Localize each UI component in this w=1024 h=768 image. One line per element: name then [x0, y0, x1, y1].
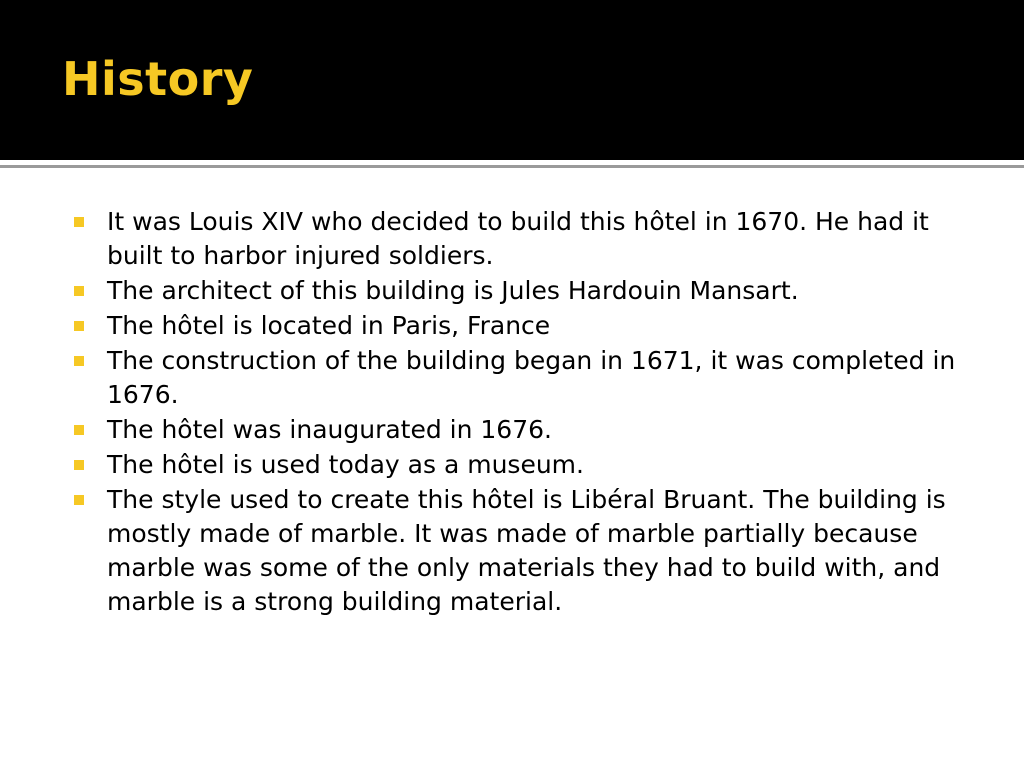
title-band: [0, 0, 1024, 160]
bullet-text: The hôtel is used today as a museum.: [107, 450, 584, 479]
square-bullet-icon: [74, 460, 84, 470]
bullet-text: The hôtel was inaugurated in 1676.: [107, 415, 552, 444]
square-bullet-icon: [74, 286, 84, 296]
bullet-item: [72, 344, 962, 412]
bullet-item: [72, 205, 962, 273]
square-bullet-icon: [74, 217, 84, 227]
bullet-list: [72, 205, 962, 619]
slide-body: [72, 205, 962, 620]
square-bullet-icon: [74, 425, 84, 435]
bullet-text: It was Louis XIV who decided to build this hôtel in 1670. He had it built to harbor injured soldiers.: [107, 207, 929, 270]
bullet-text: The style used to create this hôtel is Libéral Bruant. The building is mostly made of marble. It was made of marble partially because marble was some of the only materials they had to build with, and marble is a strong building material.: [107, 485, 946, 616]
bullet-item: [72, 448, 962, 482]
slide-title: History: [62, 52, 254, 106]
square-bullet-icon: [74, 356, 84, 366]
bullet-item: [72, 309, 962, 343]
square-bullet-icon: [74, 321, 84, 331]
bullet-item: [72, 483, 962, 619]
square-bullet-icon: [74, 495, 84, 505]
bullet-text: The construction of the building began in 1671, it was completed in 1676.: [107, 346, 956, 409]
bullet-text: The hôtel is located in Paris, France: [107, 311, 551, 340]
bullet-item: [72, 274, 962, 308]
bullet-item: [72, 413, 962, 447]
title-underline: [0, 165, 1024, 168]
bullet-text: The architect of this building is Jules Hardouin Mansart.: [107, 276, 799, 305]
